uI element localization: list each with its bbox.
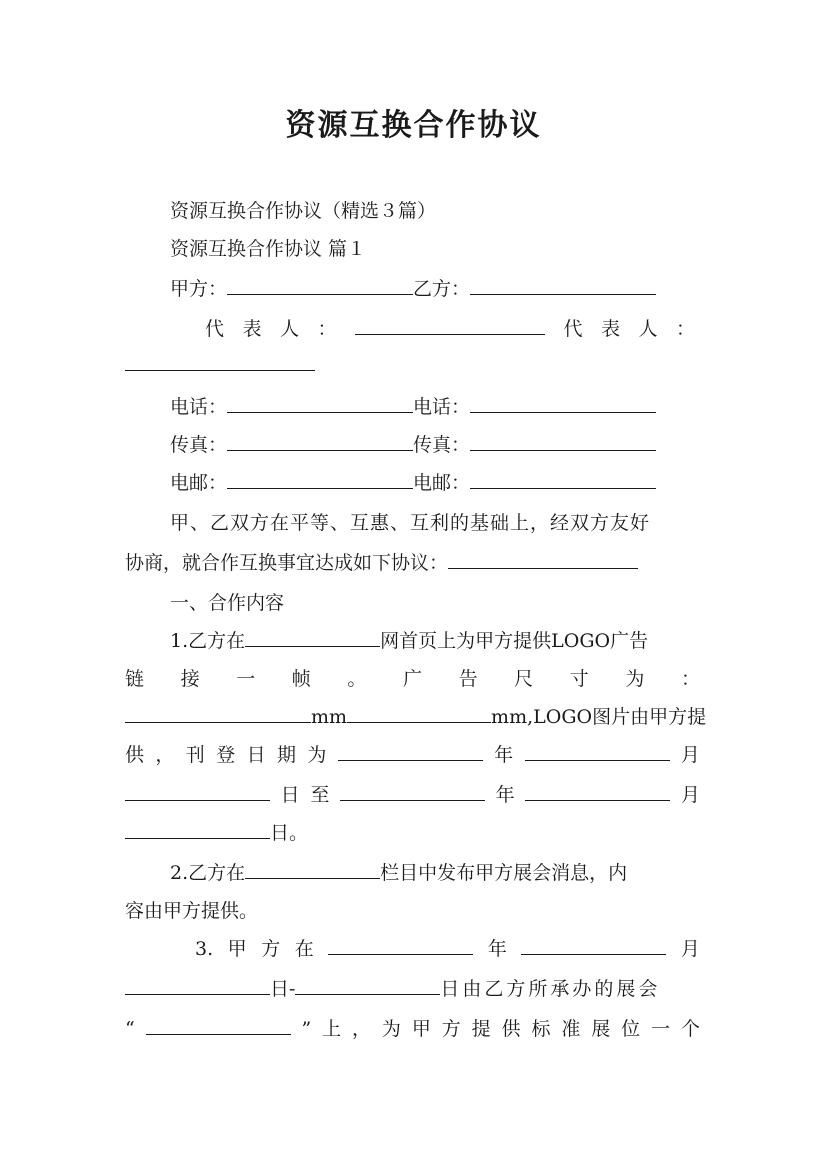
intro-text: 协商，就合作互换事宜达成如下协议： (125, 552, 449, 574)
email-a-blank (227, 470, 413, 489)
char: 准 (561, 1018, 581, 1040)
start-day-blank (125, 782, 270, 801)
fax-b-blank (470, 432, 656, 451)
phone-line (170, 394, 700, 420)
party-a-label: 甲方： (170, 278, 228, 300)
party-a-blank (227, 276, 413, 295)
clause-2-text: 2.乙方在 (170, 862, 246, 884)
quote-close: ” (301, 1018, 312, 1040)
party-b-label: 乙方： (413, 278, 471, 300)
char: 一 (236, 668, 256, 690)
char: 供 (501, 1018, 521, 1040)
intro-blank (448, 550, 638, 569)
unit-mm: mm (311, 706, 348, 728)
char: 上 (322, 1018, 342, 1040)
char: 方 (261, 938, 281, 960)
char: ， (352, 1018, 372, 1040)
char: 尺 (514, 668, 534, 690)
char: 寸 (569, 668, 589, 690)
char: 方 (441, 1018, 461, 1040)
end-day-label: 日。 (270, 822, 309, 844)
char: 位 (621, 1018, 641, 1040)
part-heading: 资源互换合作协议 篇１ (170, 238, 367, 260)
clause-3-line-1 (195, 936, 700, 962)
char: 帧 (291, 668, 311, 690)
column-blank (245, 860, 380, 879)
char: 展 (591, 1018, 611, 1040)
clause-1-line-5 (125, 782, 700, 808)
document-title: 资源互换合作协议 (285, 108, 542, 143)
width-blank (125, 704, 311, 723)
phone-b-label: 电话： (413, 396, 471, 418)
month-label: 月 (680, 938, 700, 960)
char: 告 (458, 668, 478, 690)
rep-b-line (125, 352, 700, 378)
char: 提 (471, 1018, 491, 1040)
expo-name-blank (146, 1016, 291, 1035)
email-b-label: 电邮： (413, 472, 471, 494)
email-a-label: 电邮： (170, 472, 228, 494)
year-label: 年 (487, 938, 507, 960)
char: 甲 (227, 938, 247, 960)
expo-year-blank (328, 936, 473, 955)
phone-b-blank (470, 394, 656, 413)
intro-paragraph-line-1: 甲、乙双方在平等、互惠、互利的基础上，经双方友好 (170, 512, 651, 534)
month-label: 月 (680, 744, 700, 766)
website-blank (245, 628, 380, 647)
char: 为 (381, 1018, 401, 1040)
rep-char: 代 (205, 318, 225, 340)
char: ： (680, 668, 700, 690)
fax-line (170, 432, 700, 458)
email-line (170, 470, 700, 496)
expo-month-blank (521, 936, 666, 955)
month-label: 月 (680, 784, 700, 806)
end-day-blank (125, 820, 270, 839)
section-1-heading: 一、合作内容 (170, 592, 285, 614)
char: 接 (180, 668, 200, 690)
clause-3-text: 日由乙方所承办的展会 (440, 978, 661, 1000)
rep-a-blank (355, 316, 545, 335)
phone-a-blank (227, 394, 413, 413)
char: 链 (125, 668, 145, 690)
rep-char: ： (317, 318, 337, 340)
clause-1-line-6 (125, 820, 700, 846)
char: 为 (307, 744, 327, 766)
day-dash-label: 日- (270, 978, 296, 1000)
representative-line (205, 316, 695, 342)
clause-2-line-1 (170, 860, 700, 886)
clause-1-line-2 (125, 666, 700, 692)
rep-char: 表 (600, 318, 620, 340)
phone-a-label: 电话： (170, 396, 228, 418)
clause-3-number: 3. (195, 938, 214, 960)
rep-char: 人 (280, 318, 300, 340)
year-label: 年 (494, 744, 514, 766)
rep-char: 人 (638, 318, 658, 340)
expo-end-day-blank (295, 976, 440, 995)
rep-char: 表 (242, 318, 262, 340)
char: 。 (347, 668, 367, 690)
subtitle: 资源互换合作协议（精选３篇） (170, 200, 437, 222)
height-blank (347, 704, 491, 723)
rep-char: 代 (563, 318, 583, 340)
to-label: 至 (310, 784, 330, 806)
clause-1-line-4 (125, 742, 700, 768)
char: 期 (276, 744, 296, 766)
char: 登 (216, 744, 236, 766)
party-line (170, 276, 700, 302)
clause-1-text: 1.乙方在 (170, 630, 246, 652)
intro-paragraph-line-2 (125, 550, 700, 576)
char: 广 (402, 668, 422, 690)
rep-b-blank (125, 352, 315, 371)
expo-start-day-blank (125, 976, 270, 995)
char: 日 (246, 744, 266, 766)
clause-1-text: 网首页上为甲方提供LOGO广告 (380, 630, 649, 652)
email-b-blank (470, 470, 656, 489)
clause-2-text: 栏目中发布甲方展会消息，内 (380, 862, 628, 884)
char: 标 (531, 1018, 551, 1040)
fax-a-label: 传真： (170, 434, 228, 456)
char: 个 (680, 1018, 700, 1040)
char: 刊 (185, 744, 205, 766)
fax-b-label: 传真： (413, 434, 471, 456)
rep-char: ： (675, 318, 695, 340)
end-month-blank (525, 782, 670, 801)
char: ， (155, 744, 175, 766)
end-year-blank (340, 782, 485, 801)
char: 为 (625, 668, 645, 690)
clause-1-line-1 (170, 628, 700, 654)
start-year-blank (338, 742, 483, 761)
clause-3-line-2 (125, 976, 700, 1002)
year-label: 年 (495, 784, 515, 806)
quote-open: “ (125, 1018, 135, 1040)
clause-1-line-3 (125, 704, 707, 730)
char: 供 (125, 744, 145, 766)
char: 在 (294, 938, 314, 960)
clause-3-line-3 (125, 1016, 700, 1042)
day-label: 日 (280, 784, 300, 806)
party-b-blank (470, 276, 656, 295)
start-month-blank (525, 742, 670, 761)
clause-2-line-2: 容由甲方提供。 (125, 900, 259, 922)
char: 甲 (411, 1018, 431, 1040)
clause-1-text: mm,LOGO图片由甲方提 (491, 706, 707, 728)
char: 一 (651, 1018, 671, 1040)
fax-a-blank (227, 432, 413, 451)
